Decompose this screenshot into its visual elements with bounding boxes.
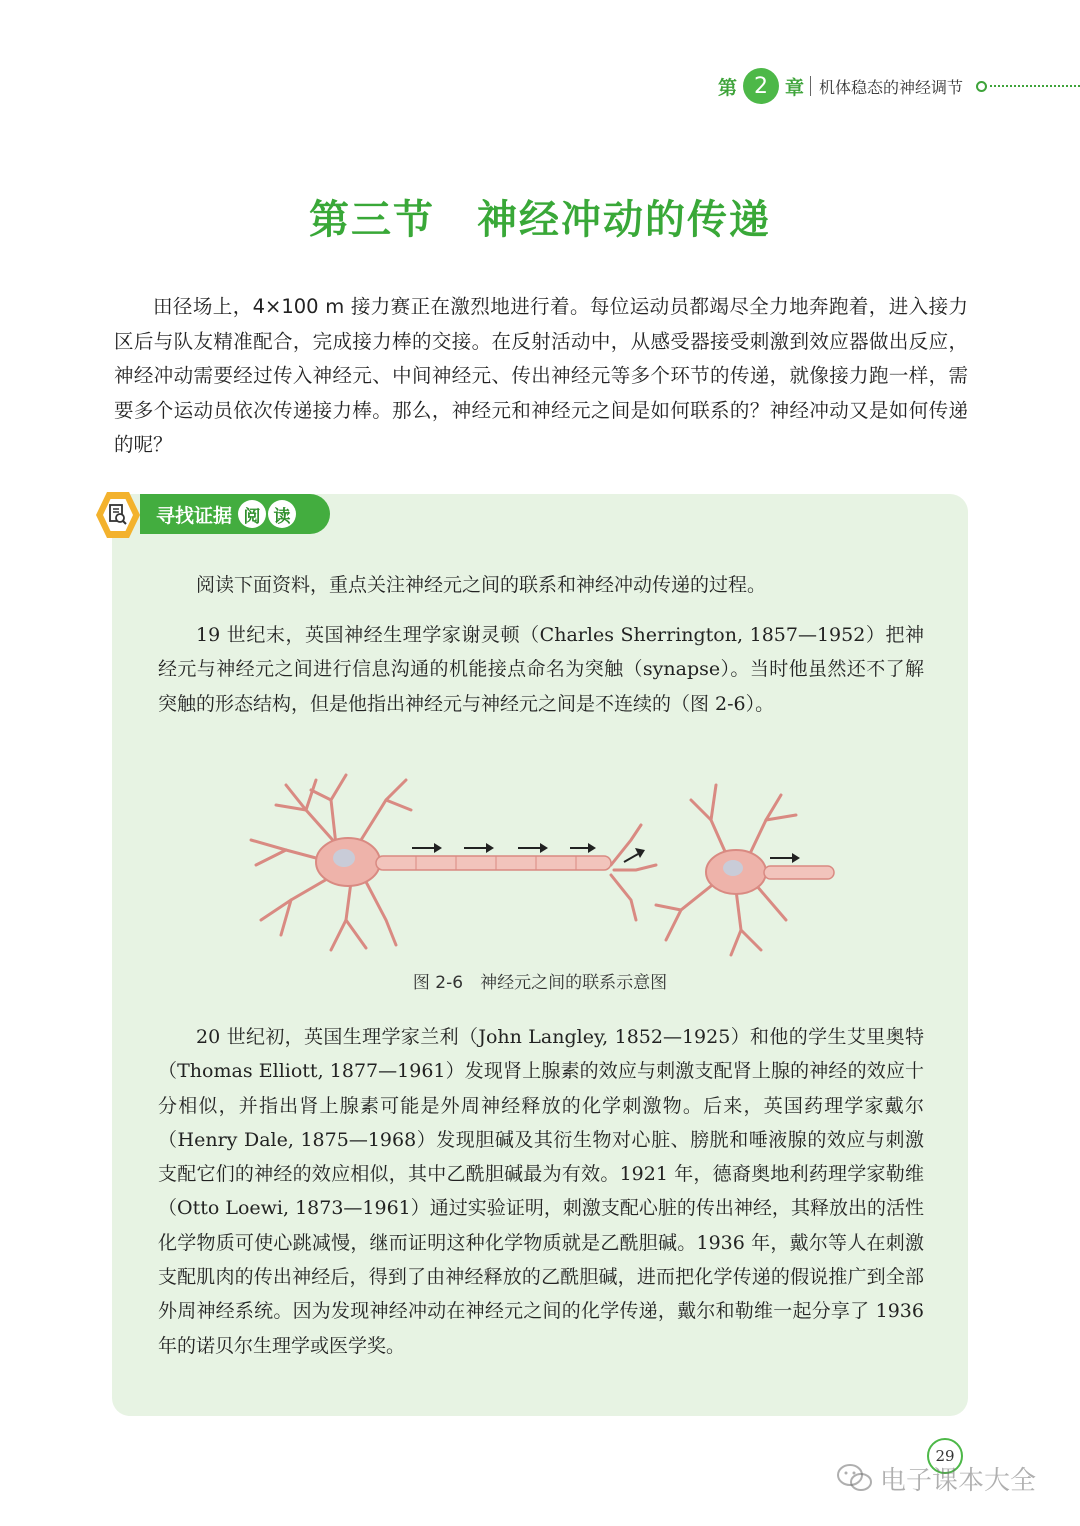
watermark-text: 电子课本大全 xyxy=(880,1465,1037,1496)
badge-label: 寻找证据 xyxy=(156,504,233,527)
badge-chip-read: 阅 xyxy=(238,500,266,528)
chapter-suffix: 章 xyxy=(785,76,805,99)
chapter-header xyxy=(718,66,963,106)
reading-paragraph-2: 20 世纪初，英国生理学家兰利（John Langley, 1852—1925）和他的学生艾里奥特（Thomas Elliott, 1877—1961）发现肾上腺素的效应与刺激支配肾上腺的神经的效应十分相似，并指出肾上腺素可能是外周神经释放的化学刺激物。后来，英国药理学家戴尔（Henry Dale, 1875—1968）发现胆碱及其衍生物对心脏、膀胱和唾液腺的效应与刺激支配它们的神经的效应相似，其中乙酰胆碱最为有效。1921 年，德裔奥地利药理学家勒维（Otto Loewi, 1873—1961）通过实验证明，刺激支配心脏的传出神经，其释放出的活性化学物质可使心跳减慢，继而证明这种化学物质就是乙酰胆碱。1936 年，戴尔等人在刺激支配肌肉的传出神经后，得到了由神经释放的乙酰胆碱，进而把化学传递的假说推广到全部外周神经系统。因为发现神经冲动在神经元之间的化学传递，戴尔和勒维一起分享了 1936 年的诺贝尔生理学或医学奖。 xyxy=(158,1026,924,1357)
reading-lead: 阅读下面资料，重点关注神经元之间的联系和神经冲动传递的过程。 xyxy=(196,574,767,596)
document-search-icon xyxy=(108,504,128,526)
reading-paragraph-1: 19 世纪末，英国神经生理学家谢灵顿（Charles Sherrington, 1857—1952）把神经元与神经元之间进行信息沟通的机能接点命名为突触（synapse）。当时他虽然还不了解突触的形态结构，但是他指出神经元与神经元之间是不连续的（图 2-6）。 xyxy=(158,624,924,715)
intro-paragraph: 田径场上，4×100 m 接力赛正在激烈地进行着。每位运动员都竭尽全力地奔跑着，进入接力区后与队友精准配合，完成接力棒的交接。在反射活动中，从感受器接受刺激到效应器做出反应，神经冲动需要经过传入神经元、中间神经元、传出神经元等多个环节的传递，就像接力跑一样，需要多个运动员依次传递接力棒。那么，神经元和神经元之间是如何联系的？神经冲动又是如何传递的呢？ xyxy=(114,295,968,456)
page-number: 29 xyxy=(927,1438,963,1474)
section-title: 第三节 神经冲动的传递 xyxy=(309,196,771,243)
chapter-title: 机体稳态的神经调节 xyxy=(819,77,964,97)
header-divider xyxy=(810,76,811,96)
neuron-connection-diagram xyxy=(236,770,846,960)
wechat-icon xyxy=(836,1463,874,1493)
badge-chip-study: 读 xyxy=(268,500,296,528)
header-dotted-rule xyxy=(976,84,1080,88)
chapter-number-badge: 2 xyxy=(743,68,779,104)
figure-caption: 图 2-6 神经元之间的联系示意图 xyxy=(412,973,668,993)
watermark xyxy=(836,1458,1036,1498)
ring-icon xyxy=(976,81,987,92)
reading-badge xyxy=(140,494,330,534)
intro-text xyxy=(114,290,968,463)
chapter-prefix: 第 xyxy=(718,76,738,99)
